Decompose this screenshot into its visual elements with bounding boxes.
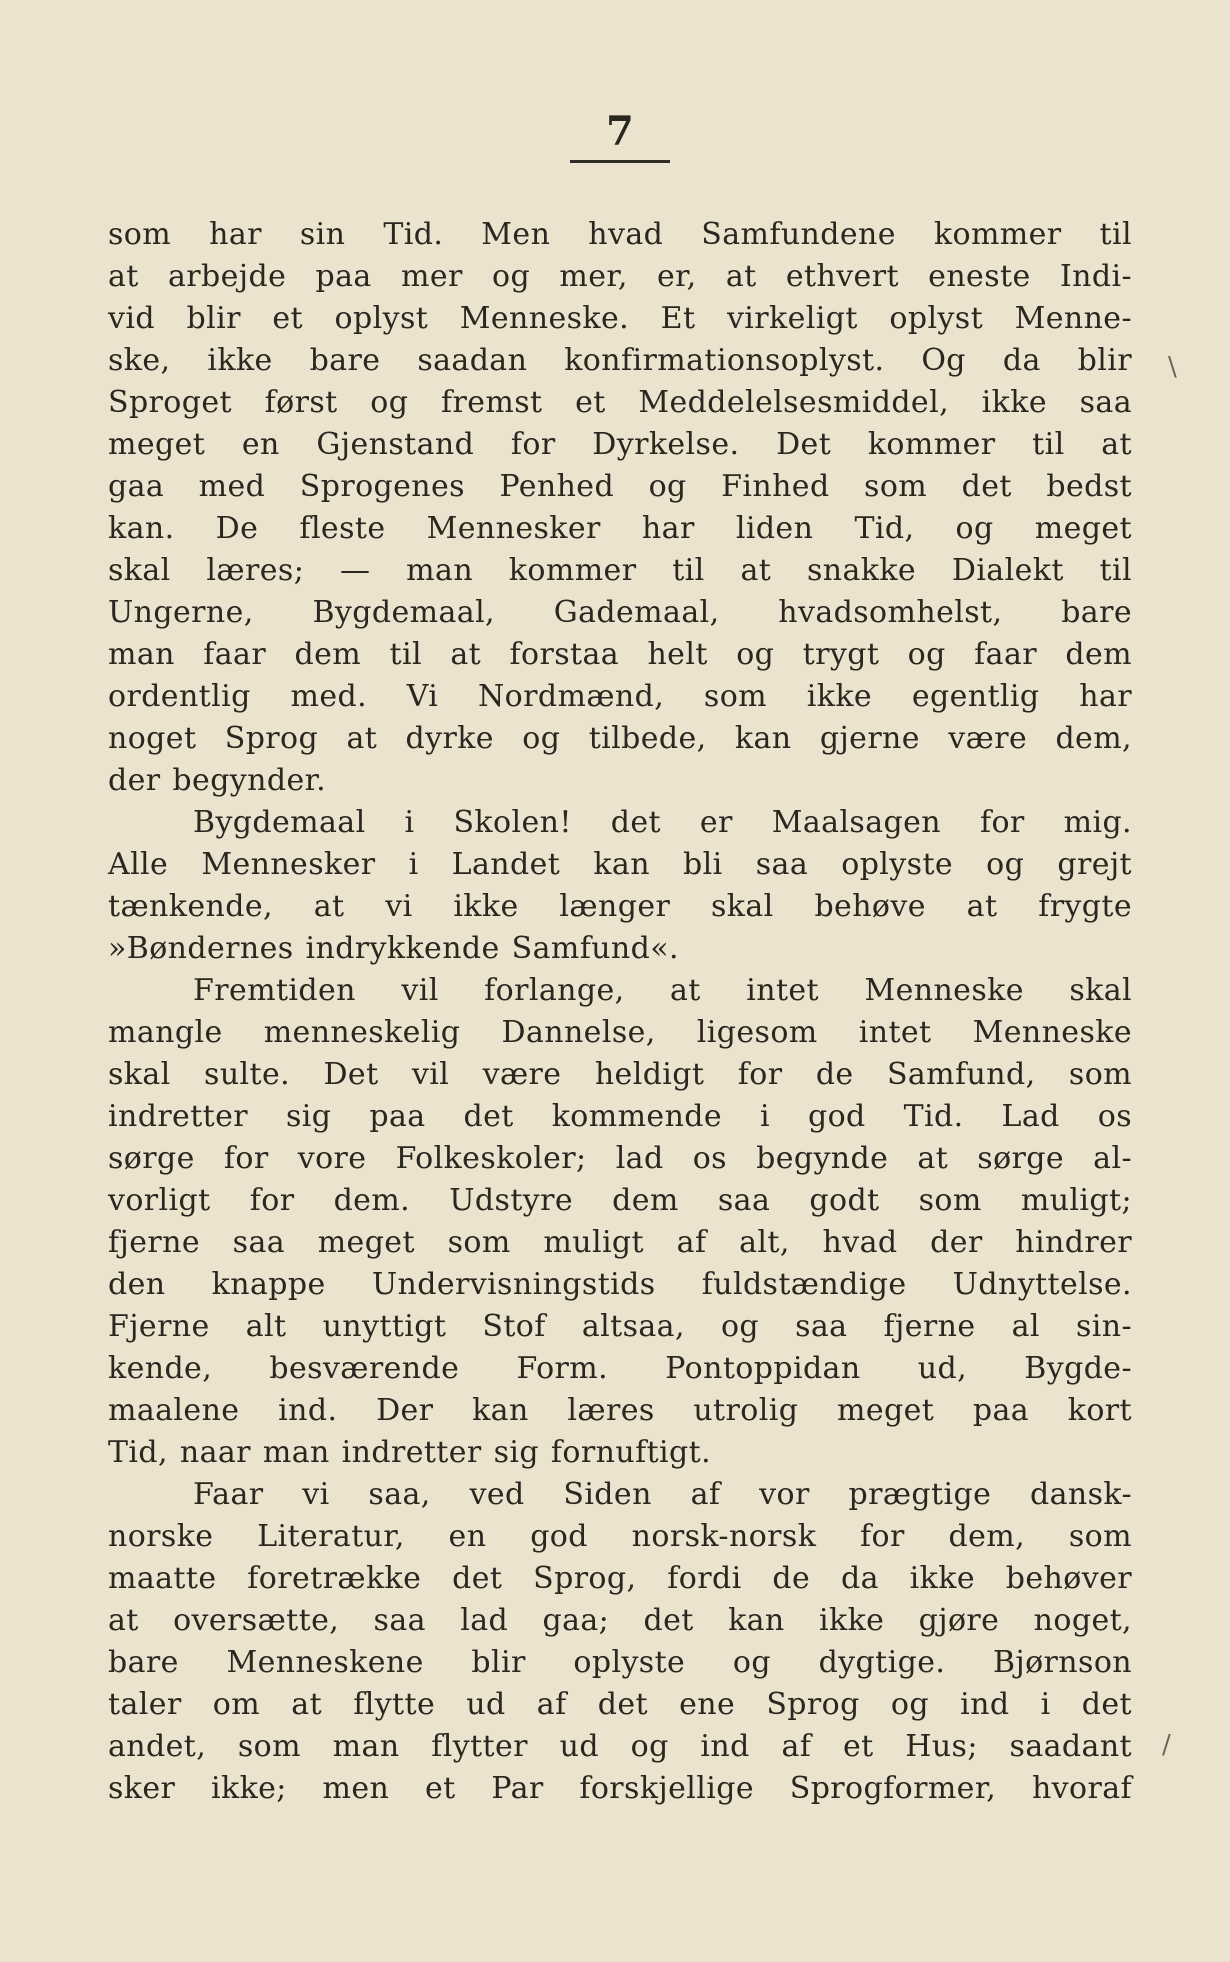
text-line: vid blir et oplyst Menneske. Et virkeligt oplyst Menne-	[108, 301, 1132, 336]
text-line: Faar vi saa, ved Siden af vor prægtige dansk-	[193, 1477, 1132, 1512]
text-line: Alle Mennesker i Landet kan bli saa oplyste og grejt	[108, 847, 1132, 882]
text-line: mangle menneskelig Dannelse, ligesom intet Menneske	[108, 1015, 1132, 1050]
text-line: ske, ikke bare saadan konfirmationsoplyst. Og da blir	[108, 343, 1132, 378]
text-line: den knappe Undervisningstids fuldstændige Udnyttelse.	[108, 1267, 1132, 1302]
text-line: maalene ind. Der kan læres utrolig meget paa kort	[108, 1393, 1132, 1428]
text-line: sørge for vore Folkeskoler; lad os begynde at sørge al-	[108, 1141, 1132, 1176]
text-line: bare Menneskene blir oplyste og dygtige. Bjørnson	[108, 1645, 1132, 1680]
text-line: som har sin Tid. Men hvad Samfundene kommer til	[108, 217, 1132, 252]
text-line: tænkende, at vi ikke længer skal behøve at frygte	[108, 889, 1132, 924]
text-line: vorligt for dem. Udstyre dem saa godt som muligt;	[108, 1183, 1132, 1218]
text-line: at arbejde paa mer og mer, er, at ethvert eneste Indi-	[108, 259, 1132, 294]
text-line: skal sulte. Det vil være heldigt for de Samfund, som	[108, 1057, 1132, 1092]
text-line: Fremtiden vil forlange, at intet Menneske skal	[193, 973, 1132, 1008]
text-line: at oversætte, saa lad gaa; det kan ikke gjøre noget,	[108, 1603, 1132, 1638]
text-line: kan. De fleste Mennesker har liden Tid, og meget	[108, 511, 1132, 546]
text-line: man faar dem til at forstaa helt og trygt og faar dem	[108, 637, 1132, 672]
text-line: indretter sig paa det kommende i god Tid. Lad os	[108, 1099, 1132, 1134]
page-number: 7	[606, 108, 634, 155]
text-line: skal læres; — man kommer til at snakke Dialekt til	[108, 553, 1132, 588]
text-line: gaa med Sprogenes Penhed og Finhed som det bedst	[108, 469, 1132, 504]
text-line: Fjerne alt unyttigt Stof altsaa, og saa fjerne al sin-	[108, 1309, 1132, 1344]
text-line: Ungerne, Bygdemaal, Gademaal, hvadsomhelst, bare	[108, 595, 1132, 630]
margin-mark: \	[1168, 352, 1177, 382]
text-line: Sproget først og fremst et Meddelelsesmiddel, ikke saa	[108, 385, 1132, 420]
page-number-rule	[570, 160, 670, 163]
text-line: der begynder.	[108, 763, 327, 798]
text-line: andet, som man flytter ud og ind af et Hus; saadant	[108, 1729, 1132, 1764]
text-line: maatte foretrække det Sprog, fordi de da ikke behøver	[108, 1561, 1132, 1596]
margin-mark: /	[1162, 1730, 1171, 1760]
text-line: norske Literatur, en god norsk-norsk for dem, som	[108, 1519, 1132, 1554]
text-line: fjerne saa meget som muligt af alt, hvad der hindrer	[108, 1225, 1132, 1260]
text-line: ordentlig med. Vi Nordmænd, som ikke egentlig har	[108, 679, 1132, 714]
text-line: meget en Gjenstand for Dyrkelse. Det kommer til at	[108, 427, 1132, 462]
text-line: noget Sprog at dyrke og tilbede, kan gjerne være dem,	[108, 721, 1132, 756]
body-text	[108, 214, 1132, 1810]
text-line: »Bøndernes indrykkende Samfund«.	[108, 931, 679, 966]
text-line: Tid, naar man indretter sig fornuftigt.	[108, 1435, 712, 1470]
text-line: taler om at flytte ud af det ene Sprog og ind i det	[108, 1687, 1132, 1722]
text-line: kende, besværende Form. Pontoppidan ud, Bygde-	[108, 1351, 1132, 1386]
text-line: Bygdemaal i Skolen! det er Maalsagen for mig.	[193, 805, 1132, 840]
text-line: sker ikke; men et Par forskjellige Sprogformer, hvoraf	[108, 1771, 1132, 1806]
